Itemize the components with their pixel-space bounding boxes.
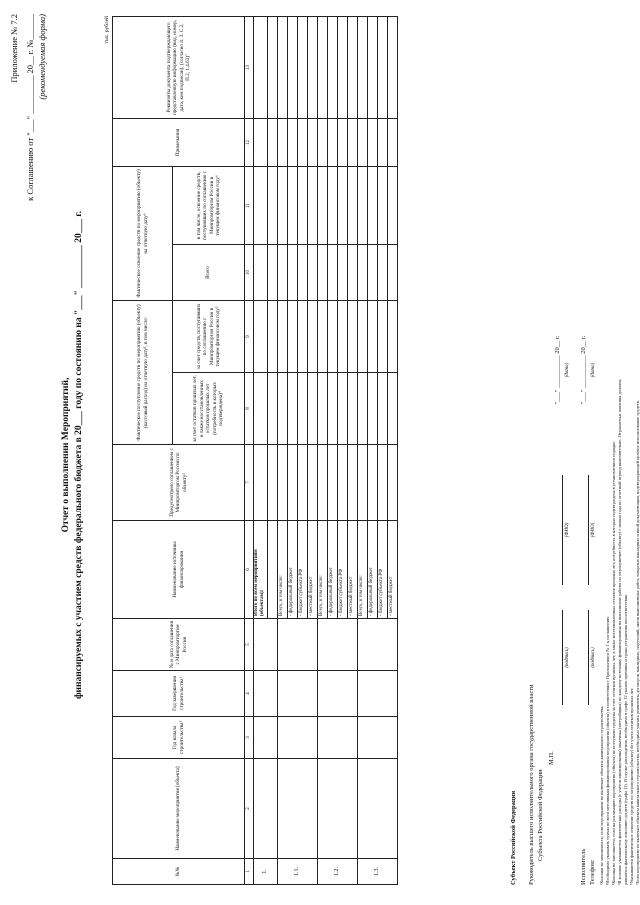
header-received-prior: за счет остатков прошлых лет, в также восстановленных остатков прошлых лет (потребность в которых подтверждена)⁴ [173, 373, 245, 445]
source-cell: - местный бюджет [347, 521, 357, 619]
date-caption: (дата) [565, 362, 570, 378]
footnote: равняться фактическому освоению средств (графа 11). В случае расхождения, необходимо в графе 12 указать причины и сроки устранения несоответствия. [623, 593, 628, 885]
header-actual-total: Всего [173, 244, 245, 300]
source-cell: - федеральный бюджет [287, 521, 297, 619]
source-cell: - местный бюджет [387, 521, 397, 619]
executor-signature-caption: (подпись) [591, 647, 596, 668]
row-number: 1.2. [317, 859, 357, 885]
source-cell: Всего, в том числе: [317, 521, 327, 619]
source-cell: Всего, в том числе: [277, 521, 287, 619]
column-number: 13 [245, 16, 254, 118]
title-line-2: финансируемых с участием средств федерального бюджета в 20___ году по состоянию на "___" _________ 20___ г. [74, 210, 84, 700]
column-number-row [245, 16, 254, 884]
header-end-year: Год завершения строительства¹ [113, 671, 245, 717]
column-number: 8 [245, 373, 254, 445]
row-number: 1.1. [277, 859, 317, 885]
column-number: 6 [245, 521, 254, 619]
footnote: ⁴В колонке указываются фактические расходы (с учетом авансирования) заказчика (застройщика) по каждому источнику финансирования на выполнение работы по мероприятию (объекту) с начала года по отчетный период включительно. Отражаемые значения должны [617, 379, 622, 885]
column-number: 2 [245, 759, 254, 859]
header-actual-group: Фактическое освоение средств по мероприятию (объекту) на отчетную дату⁶ [113, 166, 173, 300]
executor-label: Исполнитель [580, 848, 587, 885]
source-cell: - бюджет субъекта РФ [337, 521, 347, 619]
header-received-current: за счет средств, поступивших по соглашению с Минпромторгом России в текущем финансовом году⁵ [173, 300, 245, 372]
footnote: ³Колонка не заполняется, если на реализацию мероприятия (объекта) не поступали средства за счет остатков прошлых лет, а также восстановленных остатков прошлых лет, потребность в которых подтверждена в установленном порядке. [611, 440, 616, 885]
header-name: Наименование мероприятия (объекта) [113, 759, 245, 859]
header-agreement: № и дата соглашения с Минпромторгом России [113, 619, 245, 671]
title-line-1: Отчет о выполнении Мероприятий, [61, 377, 71, 533]
header-planned: Предусмотрено соглашением с Минпромторгом России по объекту² [113, 445, 245, 521]
header-block [8, 14, 48, 274]
stamp-label: М.П. [548, 751, 555, 765]
region-label: Субъект Российской Федерации [510, 790, 517, 885]
unit-label: тыс. рублей [104, 16, 110, 44]
table-row [254, 16, 268, 884]
header-docs: Реквизиты документа подтверждающего представленную информацию (вид, номер, дата, кем подписан), (согласно п. 3. С.2, П.2, 1.4.63)⁷ [113, 16, 245, 118]
appendix-label: Приложение № 7.2 [9, 14, 19, 83]
row-number: 1.3. [357, 859, 397, 885]
date-template: "___" __________ 20__ г. [554, 335, 561, 405]
executor-fio-line [588, 475, 589, 585]
footnotes [599, 15, 640, 885]
column-number: 9 [245, 300, 254, 372]
footnote: ²Необходимо указывать суммы по всем источникам финансирования мероприятия (объекта) в соответствии с Приложением № 1 к соглашению. [605, 615, 610, 885]
signature-caption: (подпись) [565, 647, 570, 668]
header-no: №№ [113, 859, 245, 885]
column-number: 5 [245, 619, 254, 671]
column-number: 11 [245, 166, 254, 244]
form-note: (рекомендуемая форма) [37, 14, 47, 100]
header-actual-current: в том числе, освоение средств, поступивших по соглашению с Минпромторгом России в текущем финансовом году⁶ [173, 166, 245, 244]
fio-line [562, 475, 563, 585]
footnote: ⁶Если мероприятие не включает объекты капитального строительства, необходимо указать реквизиты договоров, накладных, поручений, актов выполненных работ, товарных накладных и иной документации, подтверждающей целевое использование средств. [635, 400, 640, 885]
footnote: ⁵Указываются фактическое освоение средств по мероприятию (объекту) без учета остатков прошлых лет. [629, 687, 634, 885]
executor-fio-caption: (ФИО) [591, 522, 596, 538]
header-notes: Примечания [113, 118, 245, 166]
column-number: 7 [245, 445, 254, 521]
source-cell: - бюджет субъекта РФ [297, 521, 307, 619]
executor-date-caption: (дата) [591, 362, 596, 378]
row-number: 1. [254, 859, 278, 885]
column-number: 1 [245, 859, 254, 885]
header-start-year: Год начала строительства¹ [113, 717, 245, 759]
phone-label: Телефон: [589, 859, 596, 885]
source-cell: - федеральный бюджет [327, 521, 337, 619]
source-cell: Всего, в том числе: [357, 521, 367, 619]
header-received-group: Фактическое поступление средств по мероприятию (объекту) (кассовый расход) на отчетную дату³, в том числе: [113, 300, 173, 444]
signature-line [562, 610, 563, 705]
report-table [112, 16, 398, 885]
table-row [357, 16, 367, 884]
executor-signature-line [588, 610, 589, 705]
header-source: Наименование источника финансирования [113, 521, 245, 619]
footnote: ¹Колонки не заполняются, если мероприятие не включает объекты капитального строительства. [599, 705, 604, 885]
head-label-1: Руководитель высшего исполнительного органа государственной власти [528, 684, 535, 885]
column-number: 3 [245, 717, 254, 759]
executor-date-template: "___" __________ 20__ г. [580, 335, 587, 405]
agreement-label: к Соглашению от "___" _________ 20__ г. №______ [25, 14, 35, 201]
fio-caption: (ФИО) [565, 522, 570, 538]
head-label-2: Субъекта Российской Федерации [537, 769, 544, 861]
report-title [60, 125, 86, 785]
column-number: 4 [245, 671, 254, 717]
source-cell: - федеральный бюджет [367, 521, 377, 619]
table-row [317, 16, 327, 884]
source-cell: - местный бюджет [307, 521, 317, 619]
table-row [277, 16, 287, 884]
column-number: 10 [245, 244, 254, 300]
column-number: 12 [245, 118, 254, 166]
source-cell: - бюджет субъекта РФ [377, 521, 387, 619]
source-cell: Итого по всем мероприятиям (объектам): [254, 521, 268, 619]
